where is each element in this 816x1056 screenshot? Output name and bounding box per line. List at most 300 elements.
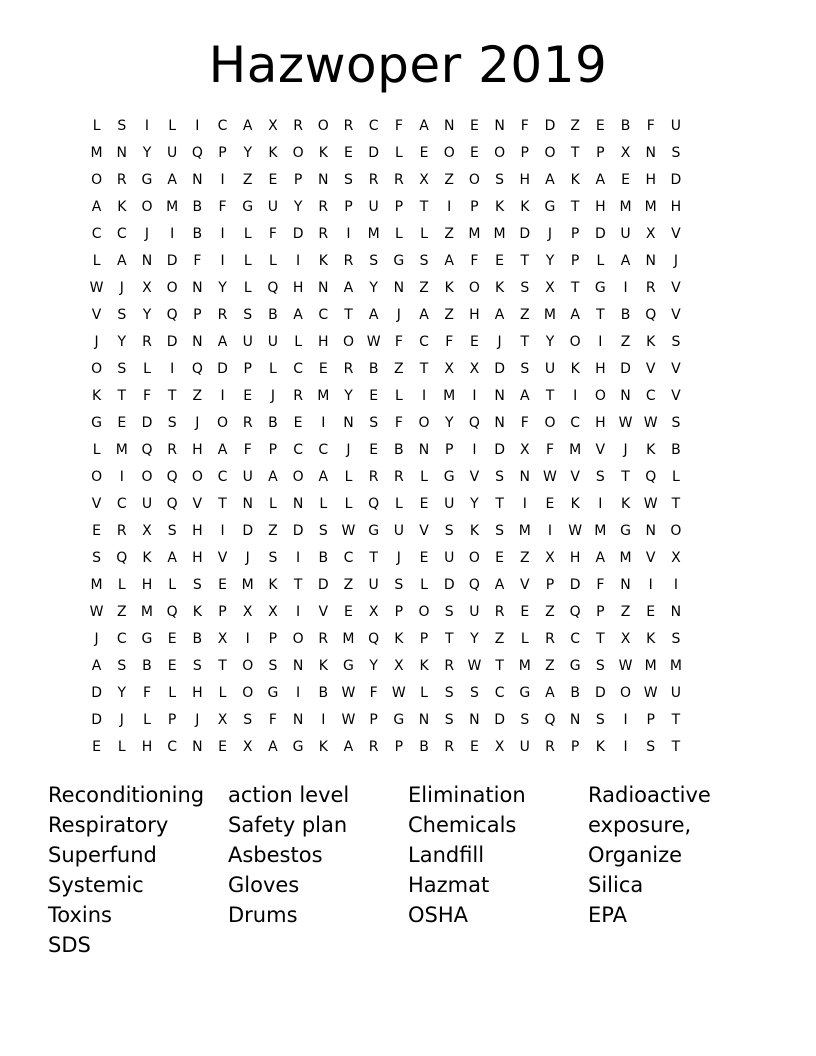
grid-letter: A — [368, 306, 379, 323]
grid-letter: B — [192, 225, 203, 242]
grid-letter: E — [218, 738, 227, 755]
grid-letter: I — [170, 225, 175, 242]
grid-letter: I — [447, 198, 452, 215]
word-list-item: action level — [228, 783, 350, 807]
grid-letter: R — [242, 414, 253, 431]
grid-letter: N — [494, 414, 505, 431]
grid-letter: W — [568, 522, 583, 539]
grid-letter: P — [394, 198, 404, 215]
grid-letter: W — [366, 333, 381, 350]
grid-letter: R — [494, 603, 505, 620]
grid-letter: G — [292, 738, 304, 755]
grid-letter: M — [241, 576, 254, 593]
grid-letter: K — [318, 657, 328, 674]
grid-letter: L — [218, 684, 227, 701]
grid-letter: L — [294, 333, 302, 350]
grid-letter: A — [419, 117, 429, 134]
grid-letter: A — [343, 738, 354, 755]
word-list-item: OSHA — [408, 903, 469, 927]
grid-letter: C — [368, 117, 379, 134]
grid-row — [84, 166, 732, 193]
grid-letter: M — [619, 549, 632, 566]
grid-letter: V — [671, 225, 681, 242]
grid-letter: F — [268, 225, 277, 242]
grid-letter: O — [594, 387, 606, 404]
grid-letter: I — [598, 333, 603, 350]
grid-letter: F — [596, 576, 605, 593]
grid-letter: X — [419, 171, 429, 188]
grid-letter: N — [318, 171, 329, 188]
grid-letter: H — [595, 360, 606, 377]
grid-letter: P — [520, 144, 529, 161]
word-list-item: Gloves — [228, 873, 300, 897]
grid-letter: P — [596, 144, 605, 161]
grid-letter: G — [443, 468, 455, 485]
grid-letter: D — [217, 360, 228, 377]
grid-letter: L — [143, 711, 151, 728]
grid-letter: U — [242, 468, 253, 485]
word-list-item: Chemicals — [408, 813, 517, 837]
grid-letter: N — [645, 522, 656, 539]
grid-row — [84, 301, 732, 328]
grid-letter: P — [394, 603, 404, 620]
word-list-item: Radioactive — [588, 783, 711, 807]
grid-letter: R — [293, 387, 303, 404]
grid-letter: D — [242, 522, 254, 539]
grid-letter: L — [420, 468, 428, 485]
grid-letter: O — [191, 468, 203, 485]
grid-letter: H — [645, 171, 656, 188]
grid-letter: L — [319, 495, 328, 512]
word-list-item: EPA — [588, 903, 627, 927]
grid-row — [84, 274, 732, 301]
grid-letter: F — [142, 684, 151, 701]
grid-letter: Z — [519, 306, 530, 323]
grid-letter: S — [369, 414, 379, 431]
grid-letter: L — [243, 252, 252, 269]
grid-letter: A — [167, 549, 177, 566]
grid-row — [84, 112, 732, 139]
grid-letter: Q — [191, 144, 203, 161]
grid-letter: G — [141, 171, 153, 188]
word-list-item: Drums — [228, 903, 298, 927]
grid-letter: M — [115, 441, 128, 458]
grid-letter: J — [119, 279, 124, 296]
grid-letter: D — [91, 684, 102, 701]
grid-letter: M — [669, 657, 682, 674]
grid-letter: D — [141, 414, 153, 431]
grid-letter: E — [469, 738, 479, 755]
grid-letter: K — [570, 171, 580, 188]
grid-letter: I — [296, 684, 301, 701]
grid-letter: Y — [470, 495, 479, 512]
grid-letter: S — [520, 360, 530, 377]
grid-letter: O — [317, 117, 329, 134]
grid-letter: T — [596, 630, 605, 647]
grid-letter: N — [670, 603, 682, 620]
word-list-item: Hazmat — [408, 873, 490, 897]
grid-letter: Z — [545, 657, 555, 674]
grid-letter: E — [469, 144, 479, 161]
grid-letter: S — [444, 522, 454, 539]
grid-letter: T — [117, 387, 127, 404]
grid-letter: C — [116, 630, 127, 647]
grid-letter: J — [396, 306, 401, 323]
grid-letter: Y — [344, 387, 353, 404]
grid-letter: S — [318, 522, 328, 539]
grid-letter: Z — [570, 117, 580, 134]
grid-letter: Q — [166, 603, 178, 620]
grid-letter: X — [217, 711, 228, 728]
grid-letter: L — [92, 117, 101, 134]
grid-letter: N — [569, 711, 581, 728]
grid-letter: H — [141, 576, 153, 593]
grid-letter: I — [472, 441, 477, 458]
grid-letter: A — [343, 279, 354, 296]
grid-letter: M — [342, 630, 355, 647]
grid-letter: P — [444, 441, 454, 458]
grid-letter: W — [89, 603, 104, 620]
grid-letter: S — [167, 414, 177, 431]
grid-letter: S — [671, 144, 681, 161]
grid-letter: S — [419, 252, 429, 269]
grid-letter: B — [570, 684, 580, 701]
grid-letter: I — [296, 252, 301, 269]
grid-letter: G — [569, 657, 581, 674]
grid-letter: R — [343, 117, 354, 134]
grid-letter: P — [293, 171, 303, 188]
grid-letter: M — [594, 522, 607, 539]
grid-letter: T — [419, 198, 429, 215]
grid-letter: D — [166, 252, 178, 269]
grid-letter: X — [645, 225, 656, 242]
grid-letter: R — [645, 279, 656, 296]
grid-letter: J — [144, 225, 150, 242]
grid-letter: U — [368, 576, 379, 593]
grid-letter: D — [166, 333, 178, 350]
grid-letter: T — [167, 387, 177, 404]
grid-letter: I — [296, 549, 301, 566]
grid-letter: R — [545, 738, 555, 755]
grid-letter: O — [468, 279, 480, 296]
grid-letter: R — [318, 225, 329, 242]
grid-letter: I — [296, 603, 301, 620]
grid-letter: Z — [545, 603, 555, 620]
grid-letter: E — [92, 738, 102, 755]
grid-letter: U — [469, 603, 480, 620]
grid-letter: G — [242, 198, 254, 215]
grid-letter: T — [621, 468, 630, 485]
grid-letter: O — [544, 414, 556, 431]
grid-letter: L — [168, 117, 177, 134]
grid-letter: B — [192, 198, 203, 215]
grid-letter: C — [217, 117, 228, 134]
grid-letter: V — [671, 306, 681, 323]
grid-letter: D — [494, 711, 505, 728]
grid-letter: W — [89, 279, 104, 296]
grid-letter: D — [292, 522, 304, 539]
grid-letter: S — [646, 738, 656, 755]
grid-letter: U — [620, 225, 631, 242]
grid-letter: K — [394, 630, 404, 647]
grid-letter: G — [620, 522, 631, 539]
grid-letter: V — [318, 603, 329, 620]
grid-letter: S — [671, 414, 681, 431]
grid-letter: E — [419, 549, 429, 566]
grid-letter: O — [494, 144, 506, 161]
grid-letter: J — [673, 252, 678, 269]
grid-letter: S — [520, 279, 530, 296]
grid-letter: S — [243, 306, 253, 323]
grid-letter: I — [220, 171, 225, 188]
grid-letter: K — [318, 252, 328, 269]
grid-letter: L — [117, 576, 126, 593]
grid-letter: M — [493, 225, 506, 242]
grid-letter: L — [269, 495, 277, 512]
grid-letter: Z — [620, 333, 631, 350]
grid-letter: X — [545, 279, 555, 296]
grid-letter: M — [644, 657, 657, 674]
grid-letter: S — [469, 684, 479, 701]
grid-letter: L — [394, 387, 403, 404]
grid-letter: U — [267, 198, 279, 215]
grid-letter: L — [394, 495, 403, 512]
grid-letter: V — [671, 387, 681, 404]
grid-letter: C — [293, 441, 303, 458]
grid-letter: V — [91, 306, 102, 323]
grid-letter: E — [268, 171, 278, 188]
grid-letter: G — [393, 711, 405, 728]
grid-letter: K — [469, 522, 479, 539]
grid-letter: E — [469, 333, 479, 350]
grid-letter: S — [495, 522, 505, 539]
grid-letter: U — [544, 360, 556, 377]
grid-letter: A — [116, 252, 127, 269]
grid-letter: J — [396, 549, 401, 566]
grid-letter: R — [368, 468, 379, 485]
grid-letter: N — [469, 711, 480, 728]
grid-letter: F — [142, 387, 151, 404]
grid-letter: Y — [218, 279, 227, 296]
grid-letter: A — [444, 252, 454, 269]
grid-letter: G — [91, 414, 103, 431]
grid-letter: A — [167, 171, 177, 188]
grid-letter: I — [220, 387, 225, 404]
word-list-item: Systemic — [48, 873, 144, 897]
grid-letter: X — [268, 117, 278, 134]
grid-letter: V — [217, 549, 228, 566]
grid-letter: O — [418, 603, 430, 620]
grid-letter: X — [242, 738, 253, 755]
grid-letter: K — [318, 738, 328, 755]
grid-letter: C — [343, 549, 354, 566]
grid-letter: R — [318, 630, 329, 647]
grid-letter: X — [469, 360, 480, 377]
grid-letter: L — [168, 684, 177, 701]
grid-letter: C — [318, 306, 329, 323]
grid-letter: O — [620, 684, 632, 701]
grid-letter: O — [91, 468, 103, 485]
grid-letter: X — [620, 144, 631, 161]
grid-letter: C — [318, 441, 329, 458]
grid-letter: F — [470, 252, 479, 269]
grid-letter: O — [544, 144, 556, 161]
grid-letter: D — [292, 225, 304, 242]
grid-letter: O — [468, 549, 480, 566]
grid-letter: S — [671, 630, 681, 647]
grid-letter: T — [495, 657, 504, 674]
grid-letter: D — [443, 576, 455, 593]
grid-letter: S — [167, 522, 177, 539]
grid-letter: X — [620, 630, 631, 647]
grid-letter: S — [595, 657, 605, 674]
grid-letter: A — [519, 387, 530, 404]
grid-letter: Y — [293, 198, 303, 215]
grid-letter: G — [393, 252, 405, 269]
grid-letter: E — [369, 441, 379, 458]
grid-letter: M — [166, 198, 179, 215]
page-title: Hazwoper 2019 — [208, 36, 608, 94]
grid-letter: Q — [468, 414, 480, 431]
grid-letter: H — [670, 198, 682, 215]
grid-letter: L — [672, 468, 680, 485]
grid-letter: E — [344, 144, 353, 161]
grid-letter: I — [195, 117, 200, 134]
grid-letter: X — [368, 603, 379, 620]
grid-letter: I — [321, 711, 326, 728]
grid-letter: K — [620, 495, 631, 512]
word-list-item: Reconditioning — [48, 783, 205, 807]
grid-letter: F — [394, 117, 403, 134]
grid-letter: P — [570, 252, 580, 269]
grid-letter: R — [444, 657, 455, 674]
grid-letter: O — [443, 144, 455, 161]
grid-letter: W — [391, 684, 406, 701]
grid-letter: G — [594, 279, 606, 296]
grid-letter: R — [142, 333, 152, 350]
grid-letter: G — [519, 684, 531, 701]
grid-letter: N — [418, 441, 430, 458]
grid-letter: I — [421, 387, 427, 404]
grid-letter: L — [269, 360, 277, 377]
grid-letter: R — [368, 171, 379, 188]
grid-letter: H — [519, 171, 531, 188]
grid-letter: L — [168, 576, 177, 593]
grid-row — [84, 355, 732, 382]
grid-letter: J — [623, 441, 628, 458]
grid-letter: R — [116, 522, 127, 539]
grid-letter: T — [369, 549, 378, 566]
grid-letter: K — [318, 144, 328, 161]
grid-letter: V — [645, 360, 656, 377]
grid-letter: E — [218, 576, 227, 593]
grid-letter: E — [243, 387, 253, 404]
grid-letter: B — [620, 117, 631, 134]
grid-letter: P — [344, 198, 353, 215]
grid-row — [84, 382, 732, 409]
grid-letter: C — [570, 414, 581, 431]
grid-letter: Z — [242, 171, 253, 188]
grid-row — [84, 490, 732, 517]
grid-letter: N — [620, 576, 631, 593]
grid-letter: L — [394, 144, 403, 161]
word-list-item: Superfund — [48, 843, 157, 867]
grid-letter: N — [318, 279, 329, 296]
grid-letter: K — [268, 576, 278, 593]
grid-letter: R — [293, 117, 303, 134]
grid-letter: N — [116, 144, 128, 161]
grid-letter: A — [595, 171, 606, 188]
grid-letter: D — [494, 441, 505, 458]
grid-letter: E — [117, 414, 127, 431]
grid-letter: N — [393, 279, 405, 296]
grid-letter: G — [343, 657, 354, 674]
grid-letter: Q — [645, 306, 657, 323]
grid-letter: Z — [192, 387, 203, 404]
grid-letter: N — [443, 117, 455, 134]
grid-letter: S — [117, 306, 127, 323]
word-list-item: Landfill — [408, 843, 485, 867]
grid-letter: T — [671, 738, 681, 755]
grid-letter: K — [268, 144, 278, 161]
grid-letter: P — [243, 360, 252, 377]
grid-letter: K — [570, 495, 580, 512]
grid-letter: Q — [166, 306, 178, 323]
word-list-item: SDS — [48, 933, 91, 957]
grid-row — [84, 328, 732, 355]
grid-letter: R — [545, 630, 555, 647]
grid-row — [84, 409, 732, 436]
grid-letter: P — [394, 738, 404, 755]
grid-letter: R — [343, 252, 354, 269]
grid-letter: X — [394, 657, 404, 674]
grid-letter: C — [91, 225, 102, 242]
grid-letter: T — [520, 252, 530, 269]
grid-letter: R — [318, 198, 329, 215]
grid-letter: X — [444, 360, 455, 377]
grid-letter: H — [595, 414, 606, 431]
grid-letter: L — [344, 495, 353, 512]
grid-letter: P — [167, 711, 177, 728]
grid-letter: Q — [368, 495, 380, 512]
grid-letter: J — [94, 630, 99, 647]
grid-letter: F — [268, 711, 277, 728]
grid-letter: L — [420, 225, 428, 242]
grid-letter: S — [117, 657, 127, 674]
grid-letter: Q — [166, 495, 178, 512]
grid-letter: G — [544, 198, 556, 215]
grid-letter: H — [292, 279, 304, 296]
grid-letter: S — [344, 171, 353, 188]
grid-row — [84, 679, 732, 706]
grid-letter: A — [494, 306, 505, 323]
grid-letter: D — [594, 225, 606, 242]
grid-letter: W — [618, 657, 633, 674]
grid-letter: Q — [569, 603, 581, 620]
grid-letter: X — [494, 738, 505, 755]
grid-letter: I — [673, 576, 678, 593]
grid-letter: B — [268, 306, 278, 323]
grid-letter: I — [144, 117, 150, 134]
grid-letter: Z — [268, 522, 278, 539]
grid-letter: K — [520, 198, 530, 215]
grid-letter: Y — [117, 684, 127, 701]
grid-letter: H — [595, 198, 606, 215]
grid-letter: I — [170, 360, 175, 377]
grid-letter: A — [91, 198, 102, 215]
grid-letter: L — [344, 468, 353, 485]
grid-letter: N — [242, 495, 253, 512]
